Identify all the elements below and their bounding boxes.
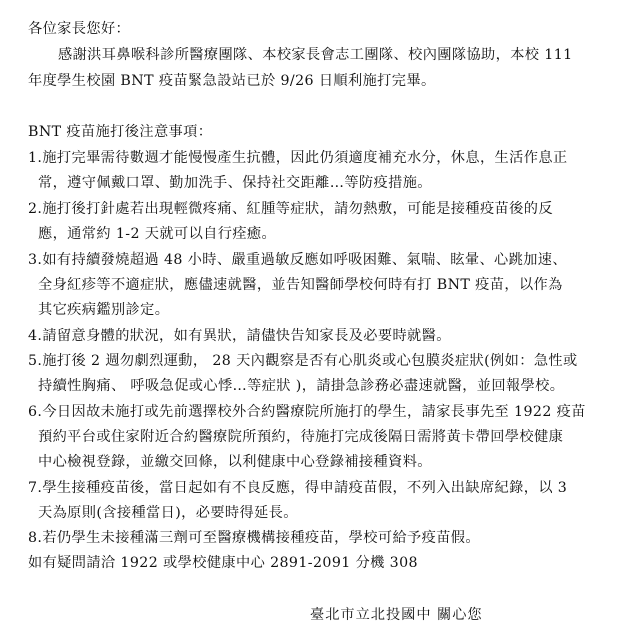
notice-item-1-line-2: 常，遵守佩戴口罩、勤加洗手、保持社交距離…等防疫措施。 [38, 175, 432, 191]
intro-line-2: 年度學生校園 BNT 疫苗緊急設站已於 9/26 日順利施打完畢。 [28, 73, 436, 89]
notice-title: BNT 疫苗施打後注意事項： [28, 124, 213, 140]
notice-item-2-line-2: 應，通常約 1-2 天就可以自行痊癒。 [38, 226, 277, 242]
notice-item-3-line-2: 全身紅疹等不適症狀，應儘速就醫，並告知醫師學校何時有打 BNT 疫苗，以作為 [38, 277, 563, 293]
notice-item-5-line-2: 持續性胸痛、 呼吸急促或心悸…等症狀 )，請掛急診務必盡速就醫，並回報學校。 [38, 378, 565, 394]
notice-item-5-line-1: 5.施打後 2 週勿劇烈運動， 28 天內觀察是否有心肌炎或心包膜炎症狀(例如：急性或 [28, 353, 578, 369]
notice-item-3-line-3: 其它疾病鑑別診定。 [38, 302, 170, 318]
notice-item-4-line-1: 4.請留意身體的狀況，如有異狀，請儘快告知家長及必要時就醫。 [28, 328, 451, 344]
notice-item-3-line-1: 3.如有持續發燒超過 48 小時、嚴重過敏反應如呼吸困難、氣喘、眩暈、心跳加速、 [28, 252, 567, 268]
notice-item-7-line-1: 7.學生接種疫苗後，當日起如有不良反應，得申請疫苗假，不列入出缺席紀錄，以 3 [28, 480, 568, 496]
contact-info: 如有疑問請洽 1922 或學校健康中心 2891-2091 分機 308 [28, 555, 418, 571]
notice-item-1-line-1: 1.施打完畢需待數週才能慢慢產生抗體，因此仍須適度補充水分，休息，生活作息正 [28, 150, 568, 166]
notice-item-6-line-2: 預約平台或住家附近合約醫療院所預約，待施打完成後隔日需將黃卡帶回學校健康 [38, 429, 564, 445]
intro-line-1: 感謝洪耳鼻喉科診所醫療團隊、本校家長會志工團隊、校內團隊協助，本校 111 [58, 47, 573, 63]
greeting: 各位家長您好： [28, 21, 131, 37]
notice-item-6-line-1: 6.今日因故未施打或先前選擇校外合約醫療院所施打的學生，請家長事先至 1922 疫苗 [28, 404, 586, 420]
notice-item-7-line-2: 天為原則(含接種當日)，必要時得延長。 [38, 505, 298, 521]
notice-item-6-line-3: 中心檢視登錄，並繳交回條，以利健康中心登錄補接種資料。 [38, 454, 432, 470]
notice-item-2-line-1: 2.施打後打針處若出現輕微疼痛、紅腫等症狀，請勿熱敷，可能是接種疫苗後的反 [28, 201, 553, 217]
signature: 臺北市立北投國中 關心您 [310, 607, 483, 623]
notice-item-8-line-1: 8.若仍學生未接種滿三劑可至醫療機構接種疫苗，學校可給予疫苗假。 [28, 530, 480, 546]
